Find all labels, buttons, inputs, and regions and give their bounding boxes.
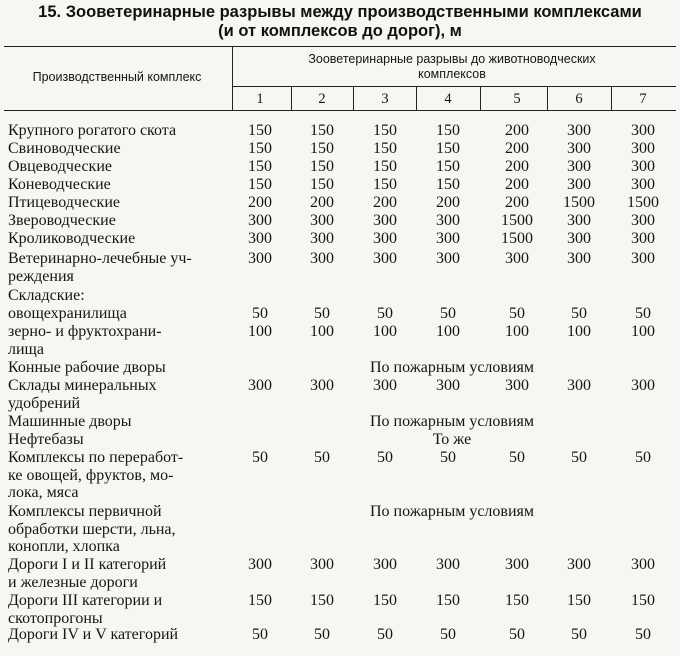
column-number-3: 3 [381,91,389,107]
table-cell: 300 [631,556,655,573]
row-label: Дороги I и II категорий и железные дороги [8,556,167,591]
row-label: Склады минеральных удобрений [8,377,157,412]
table-cell: 50 [377,449,393,466]
table-cell: 300 [436,212,460,229]
row-label: овощехранилища [8,305,127,322]
row-label: Свиноводческие [8,140,121,157]
table-cell: 150 [373,158,397,175]
table-cell: 50 [635,305,651,322]
table-cell: 300 [567,140,591,157]
row-label: Птицеводческие [8,194,120,211]
table-cell: 100 [310,323,334,340]
table-cell: 300 [567,556,591,573]
table-cell: 300 [631,212,655,229]
table-cell: 300 [373,377,397,394]
table-cell: 300 [567,176,591,193]
table-cell: 100 [505,323,529,340]
table-cell: 300 [248,230,272,247]
top-rule [4,46,676,47]
table-cell: 300 [248,250,272,267]
table-cell: 100 [567,323,591,340]
table-cell: 200 [505,176,529,193]
table-cell: 300 [567,158,591,175]
table-cell: 50 [509,305,525,322]
table-cell: 50 [571,449,587,466]
table-cell: 50 [509,449,525,466]
row-label: Нефтебазы [8,431,84,448]
table-cell: 1500 [627,194,659,211]
column-divider [547,86,548,110]
table-cell: 150 [436,176,460,193]
table-cell: 300 [248,377,272,394]
header-column-group [232,52,672,82]
table-cell: 150 [436,592,460,609]
table-cell: 150 [436,122,460,139]
table-cell: 300 [248,212,272,229]
row-label: Овцеводческие [8,158,112,175]
table-cell: 50 [252,626,268,643]
row-label: Звероводческие [8,212,116,229]
table-cell: 1500 [501,212,533,229]
title-line-2: (и от комплексов до дорог), м [218,22,462,40]
table-cell: 300 [631,140,655,157]
table-cell: 100 [631,323,655,340]
row-label: Крупного рогатого скота [8,122,177,139]
table-cell: 150 [310,140,334,157]
row-label: зерно- и фруктохрани- лища [8,323,162,358]
table-cell: 300 [631,230,655,247]
table-cell: 50 [314,449,330,466]
spanning-note: По пожарным условиям [370,503,534,520]
table-cell: 300 [567,122,591,139]
table-cell: 100 [248,323,272,340]
column-number-5: 5 [513,91,521,107]
table-cell: 300 [310,250,334,267]
table-cell: 50 [440,305,456,322]
table-cell: 150 [436,158,460,175]
table-cell: 1500 [563,194,595,211]
table-cell: 150 [373,176,397,193]
table-cell: 300 [373,250,397,267]
spanning-note: То же [432,431,472,448]
table-cell: 150 [567,592,591,609]
header-production-complex: Производственный комплекс [32,70,202,84]
table-cell: 50 [377,626,393,643]
table-title [0,3,680,41]
table-cell: 50 [314,626,330,643]
spanning-note: По пожарным условиям [370,413,534,430]
row-label: Кролиководческие [8,230,136,247]
table-cell: 150 [436,140,460,157]
header-group-line-1: Зооветеринарные разрывы до животноводческих [308,52,596,66]
table-cell: 300 [631,158,655,175]
row-label: Машинные дворы [8,413,132,430]
table-cell: 300 [436,250,460,267]
column-number-1: 1 [256,91,264,107]
column-divider [353,86,354,110]
table-cell: 300 [505,556,529,573]
table-cell: 150 [248,140,272,157]
spanning-note: По пожарным условиям [370,359,534,376]
table-cell: 300 [310,556,334,573]
column-number-4: 4 [444,91,452,107]
table-cell: 200 [248,194,272,211]
table-cell: 50 [252,449,268,466]
row-label: Дороги III категории и скотопрогоны [8,592,163,627]
table-cell: 300 [373,556,397,573]
row-label: Конные рабочие дворы [8,359,166,376]
column-number-2: 2 [318,91,326,107]
table-cell: 50 [635,449,651,466]
table-cell: 200 [310,194,334,211]
column-number-7: 7 [639,91,647,107]
table-cell: 300 [567,377,591,394]
table-cell: 300 [248,556,272,573]
table-cell: 50 [314,305,330,322]
table-cell: 50 [377,305,393,322]
table-cell: 50 [571,626,587,643]
table-cell: 200 [505,194,529,211]
table-cell: 150 [373,140,397,157]
table-cell: 300 [505,377,529,394]
table-cell: 300 [567,250,591,267]
table-cell: 300 [631,122,655,139]
table-cell: 300 [310,377,334,394]
column-divider [480,86,481,110]
row-label: Дороги IV и V категорий [8,626,179,643]
table-cell: 150 [373,122,397,139]
table-cell: 150 [248,176,272,193]
table-cell: 150 [505,592,529,609]
table-cell: 300 [373,230,397,247]
table-cell: 200 [505,122,529,139]
table-cell: 300 [567,212,591,229]
row-label: Комплексы по переработ- ке овощей, фруктов, мо- лока, мяса [8,449,184,501]
table-cell: 50 [440,449,456,466]
column-divider [611,86,612,110]
table-cell: 1500 [501,230,533,247]
table-cell: 150 [631,592,655,609]
table-cell: 50 [571,305,587,322]
table-cell: 150 [373,592,397,609]
header-bottom-rule [4,110,676,111]
table-cell: 150 [310,122,334,139]
table-cell: 300 [631,176,655,193]
table-cell: 150 [248,122,272,139]
table-cell: 200 [373,194,397,211]
table-cell: 300 [631,250,655,267]
table-cell: 300 [436,377,460,394]
column-divider [416,86,417,110]
table-cell: 150 [248,592,272,609]
table-cell: 50 [635,626,651,643]
table-cell: 50 [509,626,525,643]
column-number-6: 6 [575,91,583,107]
row-label: Комплексы первичной обработки шерсти, льна, конопли, хлопка [8,503,176,555]
table-cell: 300 [631,377,655,394]
table-cell: 150 [310,592,334,609]
table-cell: 150 [248,158,272,175]
table-cell: 300 [436,230,460,247]
table-cell: 200 [505,140,529,157]
table-cell: 150 [310,176,334,193]
row-label: Ветеринарно-лечебные уч- реждения [8,250,192,285]
table-cell: 100 [436,323,460,340]
header-group-line-2: комплексов [418,67,486,81]
title-line-1: 15. Зооветеринарные разрывы между производственными комплексами [38,3,642,21]
table-cell: 300 [310,212,334,229]
table-cell: 50 [252,305,268,322]
table-cell: 50 [440,626,456,643]
table-cell: 150 [310,158,334,175]
table-cell: 300 [567,230,591,247]
table-cell: 300 [373,212,397,229]
row-label: Коневодческие [8,176,111,193]
row-label: Складские: [8,287,85,304]
header-mid-rule [232,86,676,87]
table-cell: 100 [373,323,397,340]
column-divider [291,86,292,110]
table-cell: 200 [436,194,460,211]
table-cell: 200 [505,158,529,175]
table-cell: 300 [505,250,529,267]
table-cell: 300 [436,556,460,573]
table-cell: 300 [310,230,334,247]
